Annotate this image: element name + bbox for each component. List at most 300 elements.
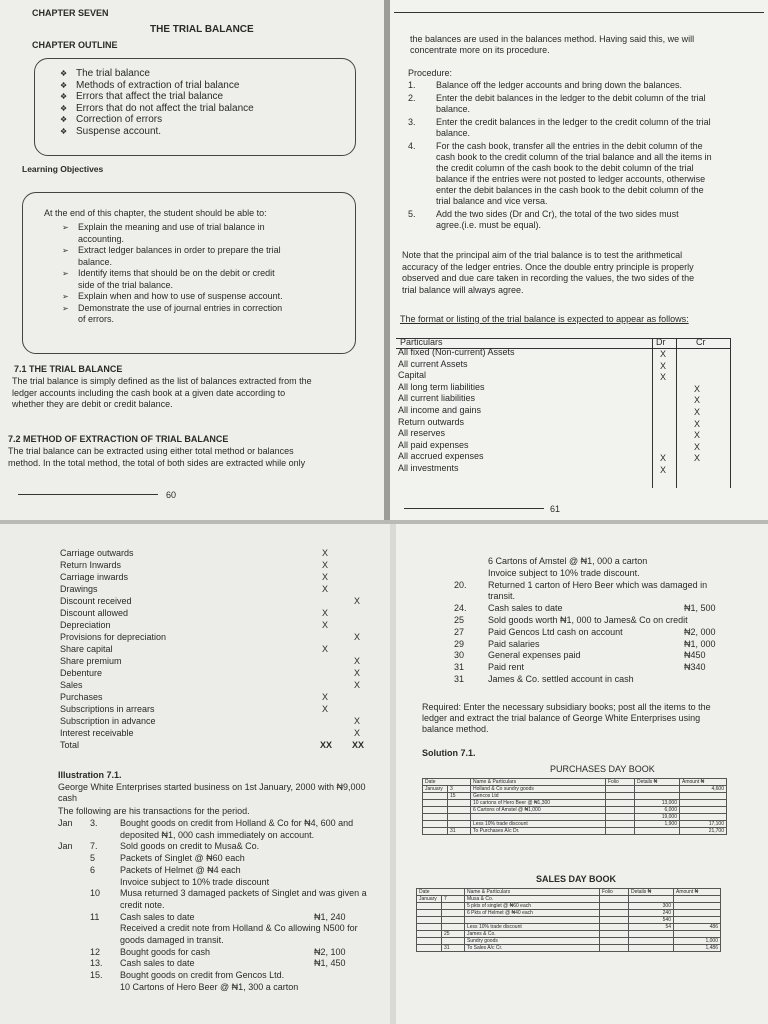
step-number: 5. <box>408 209 416 219</box>
tb-cr-mark: X <box>354 728 361 738</box>
arrow-bullet-icon: ➢ <box>62 303 69 313</box>
tx-day: 12 <box>90 946 101 957</box>
illustration-intro-line: George White Enterprises started business on 1st January, 2000 with ₦9,000 <box>58 782 366 792</box>
tb-particular: All current liabilities <box>398 393 476 404</box>
book-cell-d: 15 <box>448 793 471 800</box>
tx-text: General expenses paid <box>488 650 581 661</box>
book-cell-m <box>417 917 442 924</box>
table-row <box>417 945 721 952</box>
tb-item: Purchases <box>60 692 103 702</box>
book-cell-amt <box>680 814 727 821</box>
book-cell-amt <box>674 896 721 903</box>
tb-cr-mark: X <box>694 383 701 394</box>
outline-item: Suspense account. <box>76 125 162 137</box>
objective-line: Extract ledger balances in order to prepare the trial <box>78 245 281 255</box>
section-7-2-line: The trial balance can be extracted using either total method or balances <box>8 446 294 456</box>
diamond-bullet-icon: ❖ <box>60 103 68 113</box>
tx-day: 20. <box>454 579 467 590</box>
book-cell-d <box>442 924 465 931</box>
outline-item: Errors that do not affect the trial balance <box>76 102 254 114</box>
book-cell-m <box>417 903 442 910</box>
book-cell-folio <box>606 828 635 835</box>
tb-col-rule-2 <box>676 338 677 488</box>
book-cell-folio <box>600 938 629 945</box>
tx-text: Paid rent <box>488 662 525 673</box>
step-line: balance. <box>436 104 471 114</box>
tb-particular: Capital <box>398 370 427 381</box>
tx-day: 31 <box>454 662 465 673</box>
objective-line: Explain the meaning and use of trial balance in <box>78 222 265 232</box>
tb-dr-mark: X <box>322 620 329 630</box>
intro-line: the balances are used in the balances method. Having said this, we will <box>410 34 695 44</box>
tb-cr-mark: X <box>694 441 701 452</box>
book-cell-folio <box>600 896 629 903</box>
book-cell-folio <box>600 917 629 924</box>
tx-text: Received a credit note from Holland & Co allowing N500 for <box>120 923 358 934</box>
tb-cr-mark: X <box>694 407 701 417</box>
tb-particular: All fixed (Non-current) Assets <box>398 347 515 357</box>
illustration-lead: The following are his transactions for the period. <box>58 806 250 816</box>
book-cell-det: 540 <box>629 917 674 924</box>
tx-text: Invoice subject to 10% trade discount <box>120 876 270 887</box>
tx-text: goods damaged in transit. <box>120 935 224 945</box>
learning-objectives-heading: Learning Objectives <box>22 164 104 174</box>
tx-month: Jan <box>58 818 73 828</box>
tx-text: Returned 1 carton of Hero Beer which was damaged in <box>488 579 708 590</box>
table-row <box>417 917 721 924</box>
book-cell-m <box>417 910 442 917</box>
tb-col-rule-3 <box>730 338 731 488</box>
book-cell-det: 13,000 <box>635 800 680 807</box>
book-cell-m <box>417 938 442 945</box>
book-cell-folio <box>606 821 635 828</box>
book-cell-m <box>423 807 448 814</box>
step-line: Add the two sides (Dr and Cr), the total of the two sides must <box>436 209 679 219</box>
book-head-name: Name & Particulars <box>471 779 606 786</box>
diamond-bullet-icon: ❖ <box>60 69 68 78</box>
book-cell-det <box>635 786 680 793</box>
tx-amount: ₦2, 100 <box>314 946 346 957</box>
table-row <box>417 931 721 938</box>
book-cell-folio <box>600 931 629 938</box>
section-7-2-heading: 7.2 METHOD OF EXTRACTION OF TRIAL BALANCE <box>8 434 229 444</box>
tx-text: Sold goods worth ₦1, 000 to James& Co on credit <box>488 615 688 625</box>
tb-item: Subscriptions in arrears <box>60 704 155 714</box>
tx-day: 11 <box>90 911 100 922</box>
diamond-bullet-icon: ❖ <box>60 126 68 136</box>
book-cell-det: 19,000 <box>635 814 680 821</box>
intro-line: concentrate more on its procedure. <box>410 45 550 55</box>
tx-day: 30 <box>454 650 465 661</box>
table-row <box>423 793 727 800</box>
book-cell-folio <box>606 786 635 793</box>
tb-dr-mark: X <box>660 372 667 383</box>
book-cell-n: 10 cartons of Hero Beer @ ₦1,300 <box>471 800 606 807</box>
outline-item: Correction of errors <box>76 114 163 125</box>
book-cell-n: 6 Pkts of Helmet @ ₦40 each <box>465 910 600 917</box>
note-line: Note that the principal aim of the trial balance is to test the arithmetical <box>402 250 683 260</box>
book-head-details: Details ₦ <box>635 779 680 786</box>
tb-dr-mark: XX <box>320 740 333 750</box>
tx-amount: ₦450 <box>684 650 706 661</box>
outline-item: Errors that affect the trial balance <box>76 91 224 102</box>
step-line: Balance off the ledger accounts and bring down the balances. <box>436 80 683 90</box>
book-cell-folio <box>600 910 629 917</box>
tb-top-rule <box>396 338 730 339</box>
book-cell-det <box>635 828 680 835</box>
book-cell-n: Sundry goods <box>465 938 600 945</box>
tx-day: 6 <box>90 864 96 875</box>
tb-item: Interest receivable <box>60 728 134 738</box>
tb-dr-mark: X <box>660 360 667 371</box>
book-head-name: Name & Particulars <box>465 889 600 896</box>
tb-dr-mark: X <box>660 465 667 475</box>
step-line: the credit column of the cash book to the debit column of the trial <box>436 163 694 173</box>
tb-item: Total <box>60 740 80 750</box>
tb-dr-mark: X <box>660 349 667 359</box>
page-62 <box>0 524 390 1024</box>
tb-particular: All reserves <box>398 428 446 439</box>
table-row <box>423 821 727 828</box>
book-cell-n: To Sales A/c Cr. <box>465 945 600 952</box>
tx-day: 24. <box>454 603 467 614</box>
book-cell-det: 1,900 <box>635 821 680 828</box>
tx-text: 6 Cartons of Amstel @ ₦1, 000 a carton <box>488 556 648 566</box>
book-cell-det: 6,000 <box>635 807 680 814</box>
tb-item: Subscription in advance <box>60 716 156 726</box>
book-cell-amt: 17,100 <box>680 821 727 828</box>
objective-line: accounting. <box>78 233 125 244</box>
objectives-intro: At the end of this chapter, the student should be able to: <box>44 208 267 218</box>
arrow-bullet-icon: ➢ <box>62 223 69 232</box>
tx-text: Musa returned 3 damaged packets of Singlet and was given a <box>120 888 367 899</box>
table-row <box>423 800 727 807</box>
step-number: 2. <box>408 93 416 103</box>
tx-text: Bought goods on credit from Gencos Ltd. <box>120 970 285 981</box>
diamond-bullet-icon: ❖ <box>60 80 68 90</box>
table-row <box>423 814 727 821</box>
tx-text: Bought goods for cash <box>120 946 211 957</box>
arrow-bullet-icon: ➢ <box>62 292 69 301</box>
tb-particular: All income and gains <box>398 405 482 415</box>
tb-item: Share capital <box>60 644 113 654</box>
table-row <box>417 938 721 945</box>
book-head-date: Date <box>423 779 471 786</box>
tx-day: 13. <box>90 958 103 969</box>
step-line: For the cash book, transfer all the entries in the debit column of the <box>436 141 703 151</box>
tx-day: 5 <box>90 853 96 864</box>
book-cell-det <box>635 793 680 800</box>
tx-text: Packets of Singlet @ ₦60 each <box>120 853 245 864</box>
procedure-heading: Procedure: <box>408 68 453 78</box>
book-head-folio: Folio <box>606 779 635 786</box>
book-cell-n: Gencos Ltd <box>471 793 606 800</box>
page-number: 60 <box>166 490 177 500</box>
tx-text: Paid Gencos Ltd cash on account <box>488 626 623 637</box>
tx-text: Sold goods on credit to Musa& Co. <box>120 841 260 852</box>
book-cell-amt: 21,700 <box>680 828 727 835</box>
tx-amount: ₦1, 500 <box>684 603 716 614</box>
tb-particular: All long term liabilities <box>398 381 485 392</box>
book-cell-n: 6 Cartons of Amstel @ ₦1,000 <box>471 807 606 814</box>
purchases-day-book <box>422 778 727 835</box>
page-63 <box>396 524 768 1024</box>
tb-item: Carriage inwards <box>60 572 129 582</box>
book-cell-amt: 4,600 <box>680 786 727 793</box>
book-cell-folio <box>600 945 629 952</box>
book-cell-folio <box>606 807 635 814</box>
tx-day: 3. <box>90 818 98 828</box>
tx-day: 29 <box>454 638 465 649</box>
tb-head-cr: Cr <box>696 337 706 347</box>
objective-line: Identify items that should be on the debit or credit <box>78 268 275 278</box>
book-cell-n: Less 10% trade discount <box>471 821 606 828</box>
tx-text: Packets of Helmet @ ₦4 each <box>120 864 241 875</box>
book-cell-m <box>417 924 442 931</box>
book-cell-det: 240 <box>629 910 674 917</box>
book-cell-folio <box>606 800 635 807</box>
tx-day: 31 <box>454 674 465 684</box>
table-row <box>423 807 727 814</box>
page-60 <box>0 0 384 520</box>
diamond-bullet-icon: ❖ <box>60 115 68 124</box>
book-cell-amt <box>674 910 721 917</box>
step-line: agree.(i.e. must be equal). <box>436 220 542 230</box>
tb-cr-mark: X <box>354 596 361 606</box>
tx-month: Jan <box>58 841 73 852</box>
tx-text: credit note. <box>120 899 165 910</box>
note-line: accuracy of the ledger entries. Once the double entry principle is properly <box>402 261 694 272</box>
table-row <box>423 786 727 793</box>
book-cell-m <box>417 945 442 952</box>
tx-text: Invoice subject to 10% trade discount. <box>488 567 640 578</box>
tx-day: 25 <box>454 615 465 625</box>
tb-dr-mark: X <box>322 692 329 702</box>
tx-text: Cash sales to date <box>120 911 195 922</box>
book-cell-det <box>629 945 674 952</box>
tb-dr-mark: X <box>660 453 667 464</box>
book-cell-d <box>448 800 471 807</box>
book-header-row <box>423 779 727 786</box>
book-cell-m <box>423 793 448 800</box>
book-cell-amt: 1,486 <box>674 945 721 952</box>
book-cell-d: 25 <box>442 931 465 938</box>
tb-particular: All current Assets <box>398 358 468 369</box>
book-cell-folio <box>606 793 635 800</box>
footer-rule-61 <box>404 508 544 509</box>
note-line: trial balance will always agree. <box>402 284 524 295</box>
tb-cr-mark: X <box>694 453 701 464</box>
book-cell-d: 31 <box>442 945 465 952</box>
objective-line: Explain when and how to use of suspense account. <box>78 291 283 301</box>
illustration-intro-line: cash <box>58 793 78 803</box>
book-head-folio: Folio <box>600 889 629 896</box>
tx-day: 10 <box>90 888 101 899</box>
tx-text: Bought goods on credit from Holland & Co for ₦4, 600 and <box>120 818 354 828</box>
book-cell-m <box>423 828 448 835</box>
section-7-2-line: method. In the total method, the total of both sides are extracted while only <box>8 457 306 468</box>
tb-item: Debenture <box>60 668 103 678</box>
required-line: ledger and extract the trial balance of George White Enterprises using <box>422 713 701 723</box>
book-cell-n: Holland & Co sundry goods <box>471 786 606 793</box>
note-line: observed and due care taken in recording the values, the two sides of the <box>402 273 695 283</box>
tb-cr-mark: X <box>354 668 361 678</box>
book-head-details: Details ₦ <box>629 889 674 896</box>
section-7-1-line: ledger accounts including the cash book at a given date according to <box>12 387 286 398</box>
tb-cr-mark: X <box>694 418 701 429</box>
page-number-61: 61 <box>550 504 561 514</box>
tb-item: Sales <box>60 680 83 690</box>
tx-text: Paid salaries <box>488 638 540 649</box>
tb-dr-mark: X <box>322 644 329 654</box>
tb-col-rule-1 <box>652 338 653 488</box>
step-line: enter the debit balances in the cash book to the debit column of the <box>436 185 704 195</box>
book-cell-d: 31 <box>448 828 471 835</box>
tx-text: transit. <box>488 591 516 602</box>
book-cell-d <box>442 910 465 917</box>
tb-cr-mark: X <box>694 430 701 441</box>
section-7-1-line: whether they are debit or credit balance. <box>12 399 173 409</box>
tb-dr-mark: X <box>322 560 329 570</box>
tb-head-dr: Dr <box>656 337 666 347</box>
book-cell-det: 54 <box>629 924 674 931</box>
step-number: 4. <box>408 141 416 151</box>
sales-day-book <box>416 888 721 952</box>
step-line: balance if the entries were not posted to ledger accounts, otherwise <box>436 174 706 184</box>
book-cell-d: 3 <box>448 786 471 793</box>
tx-day: 7. <box>90 841 98 852</box>
illustration-heading: Illustration 7.1. <box>58 770 122 780</box>
outline-item: Methods of extraction of trial balance <box>76 79 240 91</box>
book-cell-amt <box>680 807 727 814</box>
book-cell-amt <box>674 903 721 910</box>
tx-amount: ₦2, 000 <box>684 626 716 637</box>
tb-item: Return Inwards <box>60 560 122 570</box>
tb-particular: All investments <box>398 463 459 473</box>
section-7-1-line: The trial balance is simply defined as the list of balances extracted from the <box>12 376 312 386</box>
book-cell-n <box>465 917 600 924</box>
book-cell-det <box>629 931 674 938</box>
book-cell-n: James & Co. <box>465 931 600 938</box>
book-cell-n: 5 pkts of singlet @ ₦60 each <box>465 903 600 910</box>
tb-cr-mark: X <box>354 680 361 690</box>
objective-line: Demonstrate the use of journal entries in correction <box>78 302 283 313</box>
step-number: 1. <box>408 80 416 90</box>
tx-text: Cash sales to date <box>488 603 563 614</box>
objective-line: balance. <box>78 256 113 267</box>
header-rule <box>394 12 764 13</box>
page-61 <box>390 0 768 520</box>
book-cell-n <box>471 814 606 821</box>
book-cell-n: To Purchases A/c Dr. <box>471 828 606 835</box>
objective-line: side of the trial balance. <box>78 279 174 290</box>
book-cell-amt <box>674 917 721 924</box>
required-line: Required: Enter the necessary subsidiary books; post all the items to the <box>422 702 711 712</box>
step-number: 3. <box>408 117 416 127</box>
book-cell-m <box>423 821 448 828</box>
book-cell-m <box>423 814 448 821</box>
tb-head-particulars: Particulars <box>400 337 443 347</box>
book-cell-m <box>423 800 448 807</box>
book-head-amount: Amount ₦ <box>680 779 727 786</box>
table-row <box>417 903 721 910</box>
purchases-day-book-title: PURCHASES DAY BOOK <box>550 764 655 774</box>
tb-dr-mark: X <box>322 572 329 582</box>
tx-day: 27 <box>454 626 465 637</box>
tb-dr-mark: X <box>322 584 329 594</box>
book-cell-m <box>417 931 442 938</box>
book-cell-d <box>448 821 471 828</box>
objective-line: of errors. <box>78 314 115 324</box>
tx-text: deposited ₦1, 000 cash immediately on account. <box>120 829 315 840</box>
tx-text: 10 Cartons of Hero Beer @ ₦1, 300 a carton <box>120 981 299 992</box>
book-cell-d <box>442 917 465 924</box>
book-header-row <box>417 889 721 896</box>
book-cell-det: 300 <box>629 903 674 910</box>
tx-text: James & Co. settled account in cash <box>488 674 634 684</box>
tb-item: Depreciation <box>60 620 111 630</box>
table-row <box>417 896 721 903</box>
book-head-amount: Amount ₦ <box>674 889 721 896</box>
tb-particular: All paid expenses <box>398 439 469 450</box>
tb-item: Discount received <box>60 596 132 606</box>
chapter-title: THE TRIAL BALANCE <box>150 24 254 35</box>
tx-amount: ₦1, 000 <box>684 638 716 649</box>
step-line: balance. <box>436 128 471 138</box>
tb-cr-mark: X <box>354 656 361 666</box>
arrow-bullet-icon: ➢ <box>62 269 69 278</box>
outline-heading: CHAPTER OUTLINE <box>32 40 118 50</box>
book-cell-amt <box>680 800 727 807</box>
step-line: cash book to the credit column of the trial balance and all the items in <box>436 152 712 162</box>
book-cell-folio <box>600 903 629 910</box>
book-cell-m: January <box>423 786 448 793</box>
tb-particular: Return outwards <box>398 416 465 427</box>
solution-heading: Solution 7.1. <box>422 748 476 758</box>
tx-text: Cash sales to date <box>120 958 195 969</box>
book-cell-d <box>442 903 465 910</box>
book-cell-det <box>629 938 674 945</box>
tb-item: Share premium <box>60 656 122 666</box>
step-line: trial balance and vice versa. <box>436 196 548 206</box>
chapter-label: CHAPTER SEVEN <box>32 8 109 18</box>
tx-day: 15. <box>90 970 103 981</box>
section-7-1-heading: 7.1 THE TRIAL BALANCE <box>14 364 123 374</box>
tb-item: Drawings <box>60 584 98 594</box>
tb-item: Provisions for depreciation <box>60 632 167 642</box>
book-cell-amt <box>674 931 721 938</box>
outline-item: The trial balance <box>76 68 150 79</box>
tx-amount: ₦340 <box>684 662 706 673</box>
tx-amount: ₦1, 450 <box>314 958 346 969</box>
sales-day-book-title: SALES DAY BOOK <box>536 874 617 884</box>
book-cell-m: January <box>417 896 442 903</box>
tb-particular: All accrued expenses <box>398 451 484 462</box>
footer-rule <box>18 494 158 495</box>
tb-cr-mark: X <box>694 395 701 406</box>
book-cell-n: Less 10% trade discount <box>465 924 600 931</box>
book-cell-d: 7 <box>442 896 465 903</box>
book-cell-folio <box>606 814 635 821</box>
step-line: Enter the credit balances in the ledger to the credit column of the trial <box>436 117 711 127</box>
tb-dr-mark: X <box>322 548 329 558</box>
book-cell-amt: 1,000 <box>674 938 721 945</box>
step-line: Enter the debit balances in the ledger to the debit column of the trial <box>436 93 706 103</box>
book-cell-folio <box>600 924 629 931</box>
book-cell-n: Musa & Co. <box>465 896 600 903</box>
tb-cr-mark: X <box>354 716 361 726</box>
book-cell-amt: 486 <box>674 924 721 931</box>
